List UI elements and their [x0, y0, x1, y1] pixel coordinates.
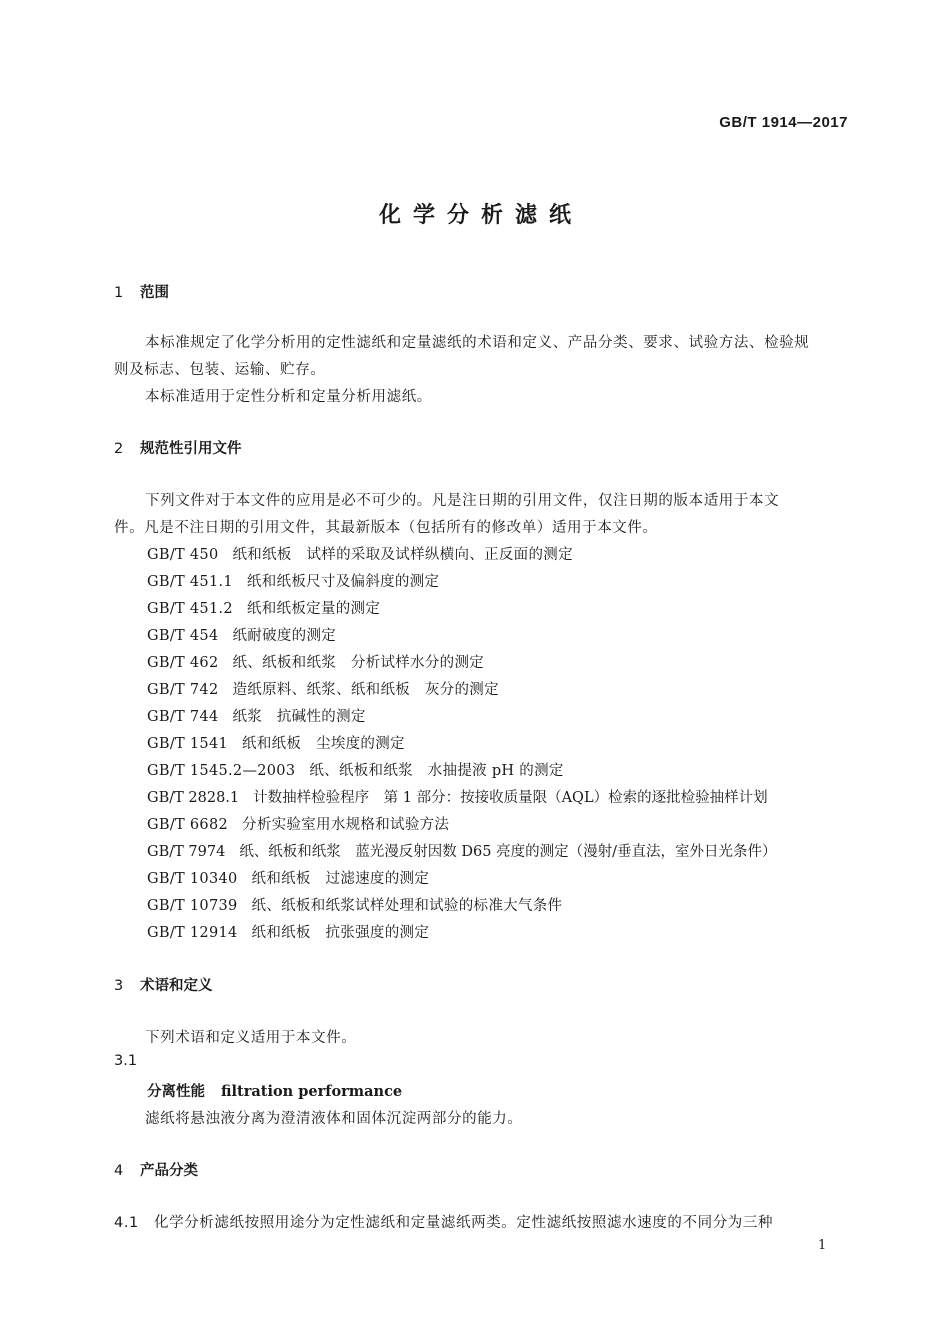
reference-item — [147, 840, 777, 861]
reference-item — [147, 867, 429, 888]
reference-title: 纸、纸板和纸浆 分析试样水分的测定 — [232, 655, 485, 671]
reference-code: GB/T 451.1 — [147, 574, 233, 590]
term-chinese: 分离性能 — [147, 1084, 205, 1100]
reference-item — [147, 651, 484, 672]
term-english: filtration performance — [221, 1083, 403, 1100]
reference-code: GB/T 10739 — [147, 898, 238, 914]
reference-code: GB/T 10340 — [147, 871, 238, 887]
section-2-number: 2 — [114, 441, 124, 457]
reference-item — [147, 624, 336, 645]
section-2-intro-line-2: 件。凡是不注日期的引用文件，其最新版本（包括所有的修改单）适用于本文件。 — [114, 520, 658, 536]
clause-4-1 — [114, 1211, 773, 1232]
standard-code: GB/T 1914—2017 — [719, 114, 848, 131]
reference-code: GB/T 462 — [147, 655, 219, 671]
reference-item — [147, 759, 564, 780]
reference-item — [147, 921, 429, 942]
reference-item — [147, 894, 562, 915]
reference-title: 纸、纸板和纸浆试样处理和试验的标准大气条件 — [251, 898, 563, 914]
section-2-title: 规范性引用文件 — [140, 441, 242, 457]
document-title: 化学分析滤纸 — [378, 203, 583, 228]
section-3-title: 术语和定义 — [140, 978, 213, 994]
reference-code: GB/T 454 — [147, 628, 219, 644]
reference-title: 纸、纸板和纸浆 蓝光漫反射因数 D65 亮度的测定（漫射/垂直法，室外日光条件） — [239, 844, 777, 860]
page-number: 1 — [818, 1238, 827, 1253]
reference-code: GB/T 2828.1 — [147, 790, 240, 806]
section-1-title: 范围 — [140, 285, 169, 301]
reference-title: 纸和纸板 抗张强度的测定 — [251, 925, 430, 941]
reference-title: 纸和纸板定量的测定 — [246, 601, 381, 617]
reference-code: GB/T 742 — [147, 682, 219, 698]
section-4-number: 4 — [114, 1163, 124, 1179]
section-2-intro-line-1: 下列文件对于本文件的应用是必不可少的。凡是注日期的引用文件，仅注日期的版本适用于本文 — [145, 493, 780, 509]
reference-code: GB/T 1541 — [147, 736, 229, 752]
section-1-heading — [114, 281, 169, 302]
reference-title: 计数抽样检验程序 第 1 部分：按接收质量限（AQL）检索的逐批检验抽样计划 — [253, 790, 768, 806]
reference-code: GB/T 744 — [147, 709, 219, 725]
reference-code: GB/T 12914 — [147, 925, 238, 941]
section-1-para-2: 本标准适用于定性分析和定量分析用滤纸。 — [145, 389, 432, 405]
reference-title: 纸和纸板 过滤速度的测定 — [251, 871, 430, 887]
reference-code: GB/T 450 — [147, 547, 219, 563]
reference-title: 纸和纸板尺寸及偏斜度的测定 — [246, 574, 440, 590]
reference-title: 纸、纸板和纸浆 水抽提液 pH 的测定 — [309, 763, 564, 779]
section-4-title: 产品分类 — [140, 1163, 198, 1179]
section-3-intro: 下列术语和定义适用于本文件。 — [145, 1030, 357, 1046]
reference-title: 纸浆 抗碱性的测定 — [232, 709, 366, 725]
reference-item — [147, 813, 449, 834]
reference-item — [147, 732, 405, 753]
reference-item — [147, 786, 768, 807]
reference-item — [147, 543, 573, 564]
section-3-heading — [114, 974, 213, 995]
section-3-number: 3 — [114, 978, 124, 994]
reference-item — [147, 597, 380, 618]
term-definition: 滤纸将悬浊液分离为澄清液体和固体沉淀两部分的能力。 — [145, 1111, 523, 1127]
reference-code: GB/T 451.2 — [147, 601, 233, 617]
section-1-para-1-line-2: 则及标志、包装、运输、贮存。 — [114, 362, 326, 378]
reference-item — [147, 570, 439, 591]
reference-code: GB/T 6682 — [147, 817, 229, 833]
reference-title: 造纸原料、纸浆、纸和纸板 灰分的测定 — [232, 682, 499, 698]
reference-code: GB/T 1545.2—2003 — [147, 763, 296, 779]
reference-item — [147, 678, 499, 699]
clause-number: 4.1 — [114, 1215, 139, 1231]
section-2-heading — [114, 437, 242, 458]
section-4-heading — [114, 1159, 198, 1180]
term-entry — [147, 1080, 402, 1101]
reference-title: 纸和纸板 试样的采取及试样纵横向、正反面的测定 — [232, 547, 573, 563]
section-1-para-1-line-1: 本标准规定了化学分析用的定性滤纸和定量滤纸的术语和定义、产品分类、要求、试验方法、检验规 — [145, 335, 810, 351]
reference-title: 纸耐破度的测定 — [232, 628, 337, 644]
reference-item — [147, 705, 366, 726]
section-1-number: 1 — [114, 285, 124, 301]
reference-code: GB/T 7974 — [147, 844, 226, 860]
reference-title: 纸和纸板 尘埃度的测定 — [242, 736, 405, 752]
reference-title: 分析实验室用水规格和试验方法 — [242, 817, 450, 833]
clause-text: 化学分析滤纸按照用途分为定性滤纸和定量滤纸两类。定性滤纸按照滤水速度的不同分为三种 — [154, 1215, 774, 1231]
term-number: 3.1 — [114, 1053, 138, 1069]
